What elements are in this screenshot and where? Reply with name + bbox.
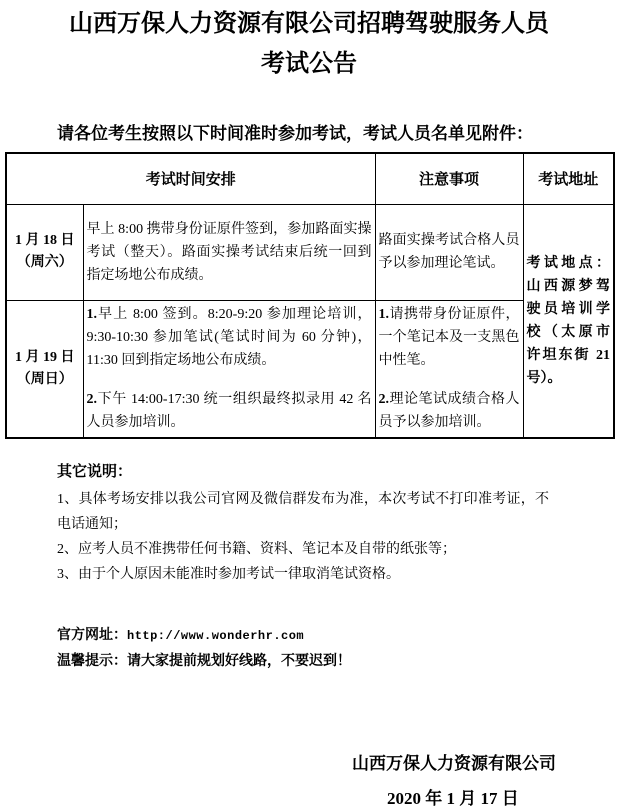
official-website-url[interactable]: http://www.wonderhr.com bbox=[127, 629, 305, 643]
signature-date: 2020 年 1 月 17 日 bbox=[387, 789, 519, 808]
other-note-item-1: 1、具体考场安排以我公司官网及微信群发布为准，本次考试不打印准考证，不电话通知； bbox=[57, 492, 549, 532]
notes-text: 理论笔试成绩合格人员予以参加培训。 bbox=[378, 392, 520, 431]
notes-cell-jan18 bbox=[375, 204, 523, 300]
item-number: 2. bbox=[86, 392, 97, 408]
weekday-text: （周日） bbox=[16, 371, 73, 387]
notes-paragraph-1 bbox=[379, 303, 520, 372]
other-note-item-2: 2、应考人员不准携带任何书籍、资料、笔记本及自带的纸张等； bbox=[57, 542, 456, 557]
schedule-text: 早上 8:00 携带身份证原件签到，参加路面实操考试（整天）。路面实操考试结束后统一回到指定场地公布成绩。 bbox=[86, 221, 372, 283]
contact-section bbox=[57, 623, 351, 675]
exam-schedule-table bbox=[5, 152, 615, 439]
col-header-schedule: 考试时间安排 bbox=[6, 153, 375, 204]
schedule-text: 早上 8:00 签到。8:20-9:20 参加理论培训，9:30-10:30 参加笔试(笔试时间为 60 分钟)，11:30 回到指定场地公布成绩。 bbox=[86, 307, 372, 369]
table-row-jan19 bbox=[6, 300, 614, 438]
date-cell-jan18 bbox=[6, 204, 83, 300]
col-header-address: 考试地址 bbox=[523, 153, 614, 204]
notes-cell-jan19 bbox=[375, 300, 523, 438]
date-text: 1 月 18 日 bbox=[15, 233, 75, 248]
schedule-paragraph bbox=[87, 218, 372, 287]
notes-paragraph bbox=[379, 229, 520, 275]
weekday-text: （周六） bbox=[16, 255, 73, 270]
other-notes-heading: 其它说明： bbox=[57, 464, 133, 480]
item-number: 1. bbox=[378, 307, 390, 323]
signature-company: 山西万保人力资源有限公司 bbox=[352, 754, 556, 773]
date-text: 1 月 19 日 bbox=[15, 349, 75, 365]
table-row-jan18 bbox=[6, 204, 614, 300]
notes-text: 请携带身份证原件，一个笔记本及一支黑色中性笔。 bbox=[378, 307, 520, 369]
doc-title-line2: 考试公告 bbox=[261, 51, 357, 77]
address-cell bbox=[523, 204, 614, 438]
address-text: 考试地点：山西源梦驾驶员培训学校（太原市许坦东街 21 号）。 bbox=[526, 255, 611, 386]
reminder-tip: 温馨提示：请大家提前规划好线路，不要迟到！ bbox=[57, 654, 351, 669]
intro-text: 请各位考生按照以下时间准时参加考试，考试人员名单见附件： bbox=[57, 124, 533, 143]
schedule-text: 下午 14:00-17:30 统一组织最终拟录用 42 名人员参加培训。 bbox=[86, 392, 372, 431]
website-line bbox=[57, 623, 351, 649]
table-header-row bbox=[6, 153, 614, 204]
website-label: 官方网址： bbox=[57, 628, 127, 643]
item-number: 2. bbox=[378, 392, 390, 408]
schedule-paragraph-1 bbox=[87, 303, 372, 372]
date-cell-jan19 bbox=[6, 300, 83, 438]
col-header-notes: 注意事项 bbox=[375, 153, 523, 204]
notes-text: 路面实操考试合格人员予以参加理论笔试。 bbox=[378, 233, 520, 271]
other-notes-section bbox=[57, 462, 549, 587]
other-note-item-3: 3、由于个人原因未能准时参加考试一律取消笔试资格。 bbox=[57, 567, 400, 582]
notes-paragraph-2 bbox=[379, 388, 520, 434]
schedule-cell-jan18 bbox=[83, 204, 375, 300]
item-number: 1. bbox=[86, 307, 97, 323]
doc-title-line1: 山西万保人力资源有限公司招聘驾驶服务人员 bbox=[69, 11, 549, 37]
schedule-cell-jan19 bbox=[83, 300, 375, 438]
schedule-paragraph-2 bbox=[87, 388, 372, 434]
